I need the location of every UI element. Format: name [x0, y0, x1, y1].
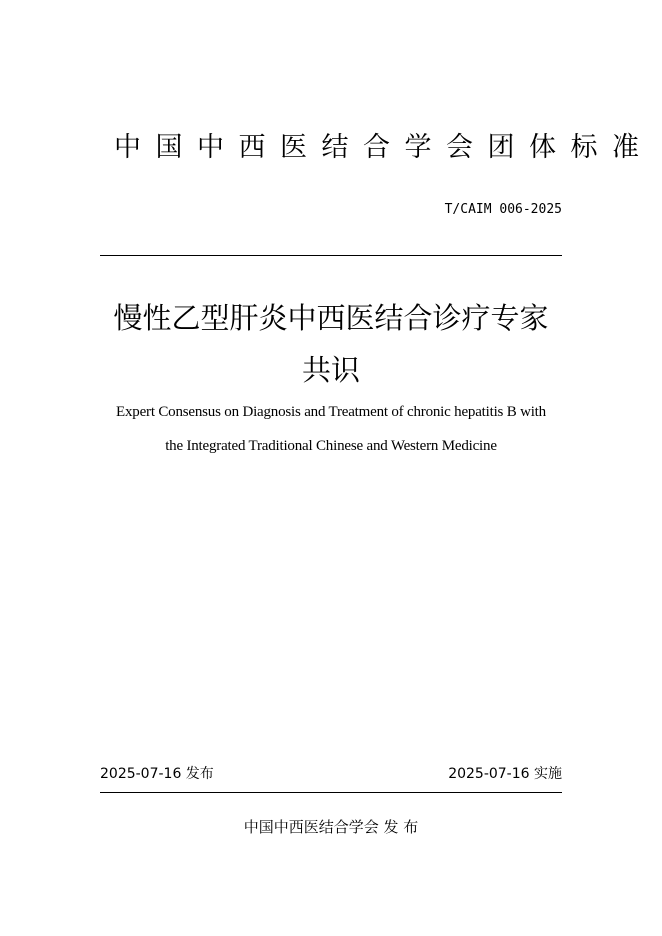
- title-english-line-2: the Integrated Traditional Chinese and Western Medicine: [165, 438, 497, 454]
- issue-date: 2025-07-16 发布: [100, 766, 214, 782]
- title-chinese-line-1: 慢性乙型肝炎中西医结合诊疗专家: [113, 301, 549, 335]
- publisher-line: 中国中西医结合学会 发 布: [243, 818, 419, 836]
- title-english-line-1: Expert Consensus on Diagnosis and Treatment of chronic hepatitis B with: [116, 404, 546, 420]
- top-divider: [100, 255, 562, 256]
- bottom-divider: [100, 792, 562, 793]
- organization-header: 中国中西医结合学会团体标准: [114, 132, 654, 163]
- standard-code: T/CAIM 006-2025: [444, 202, 562, 217]
- title-chinese-line-2: 共识: [301, 353, 360, 387]
- implementation-date: 2025-07-16 实施: [448, 766, 562, 782]
